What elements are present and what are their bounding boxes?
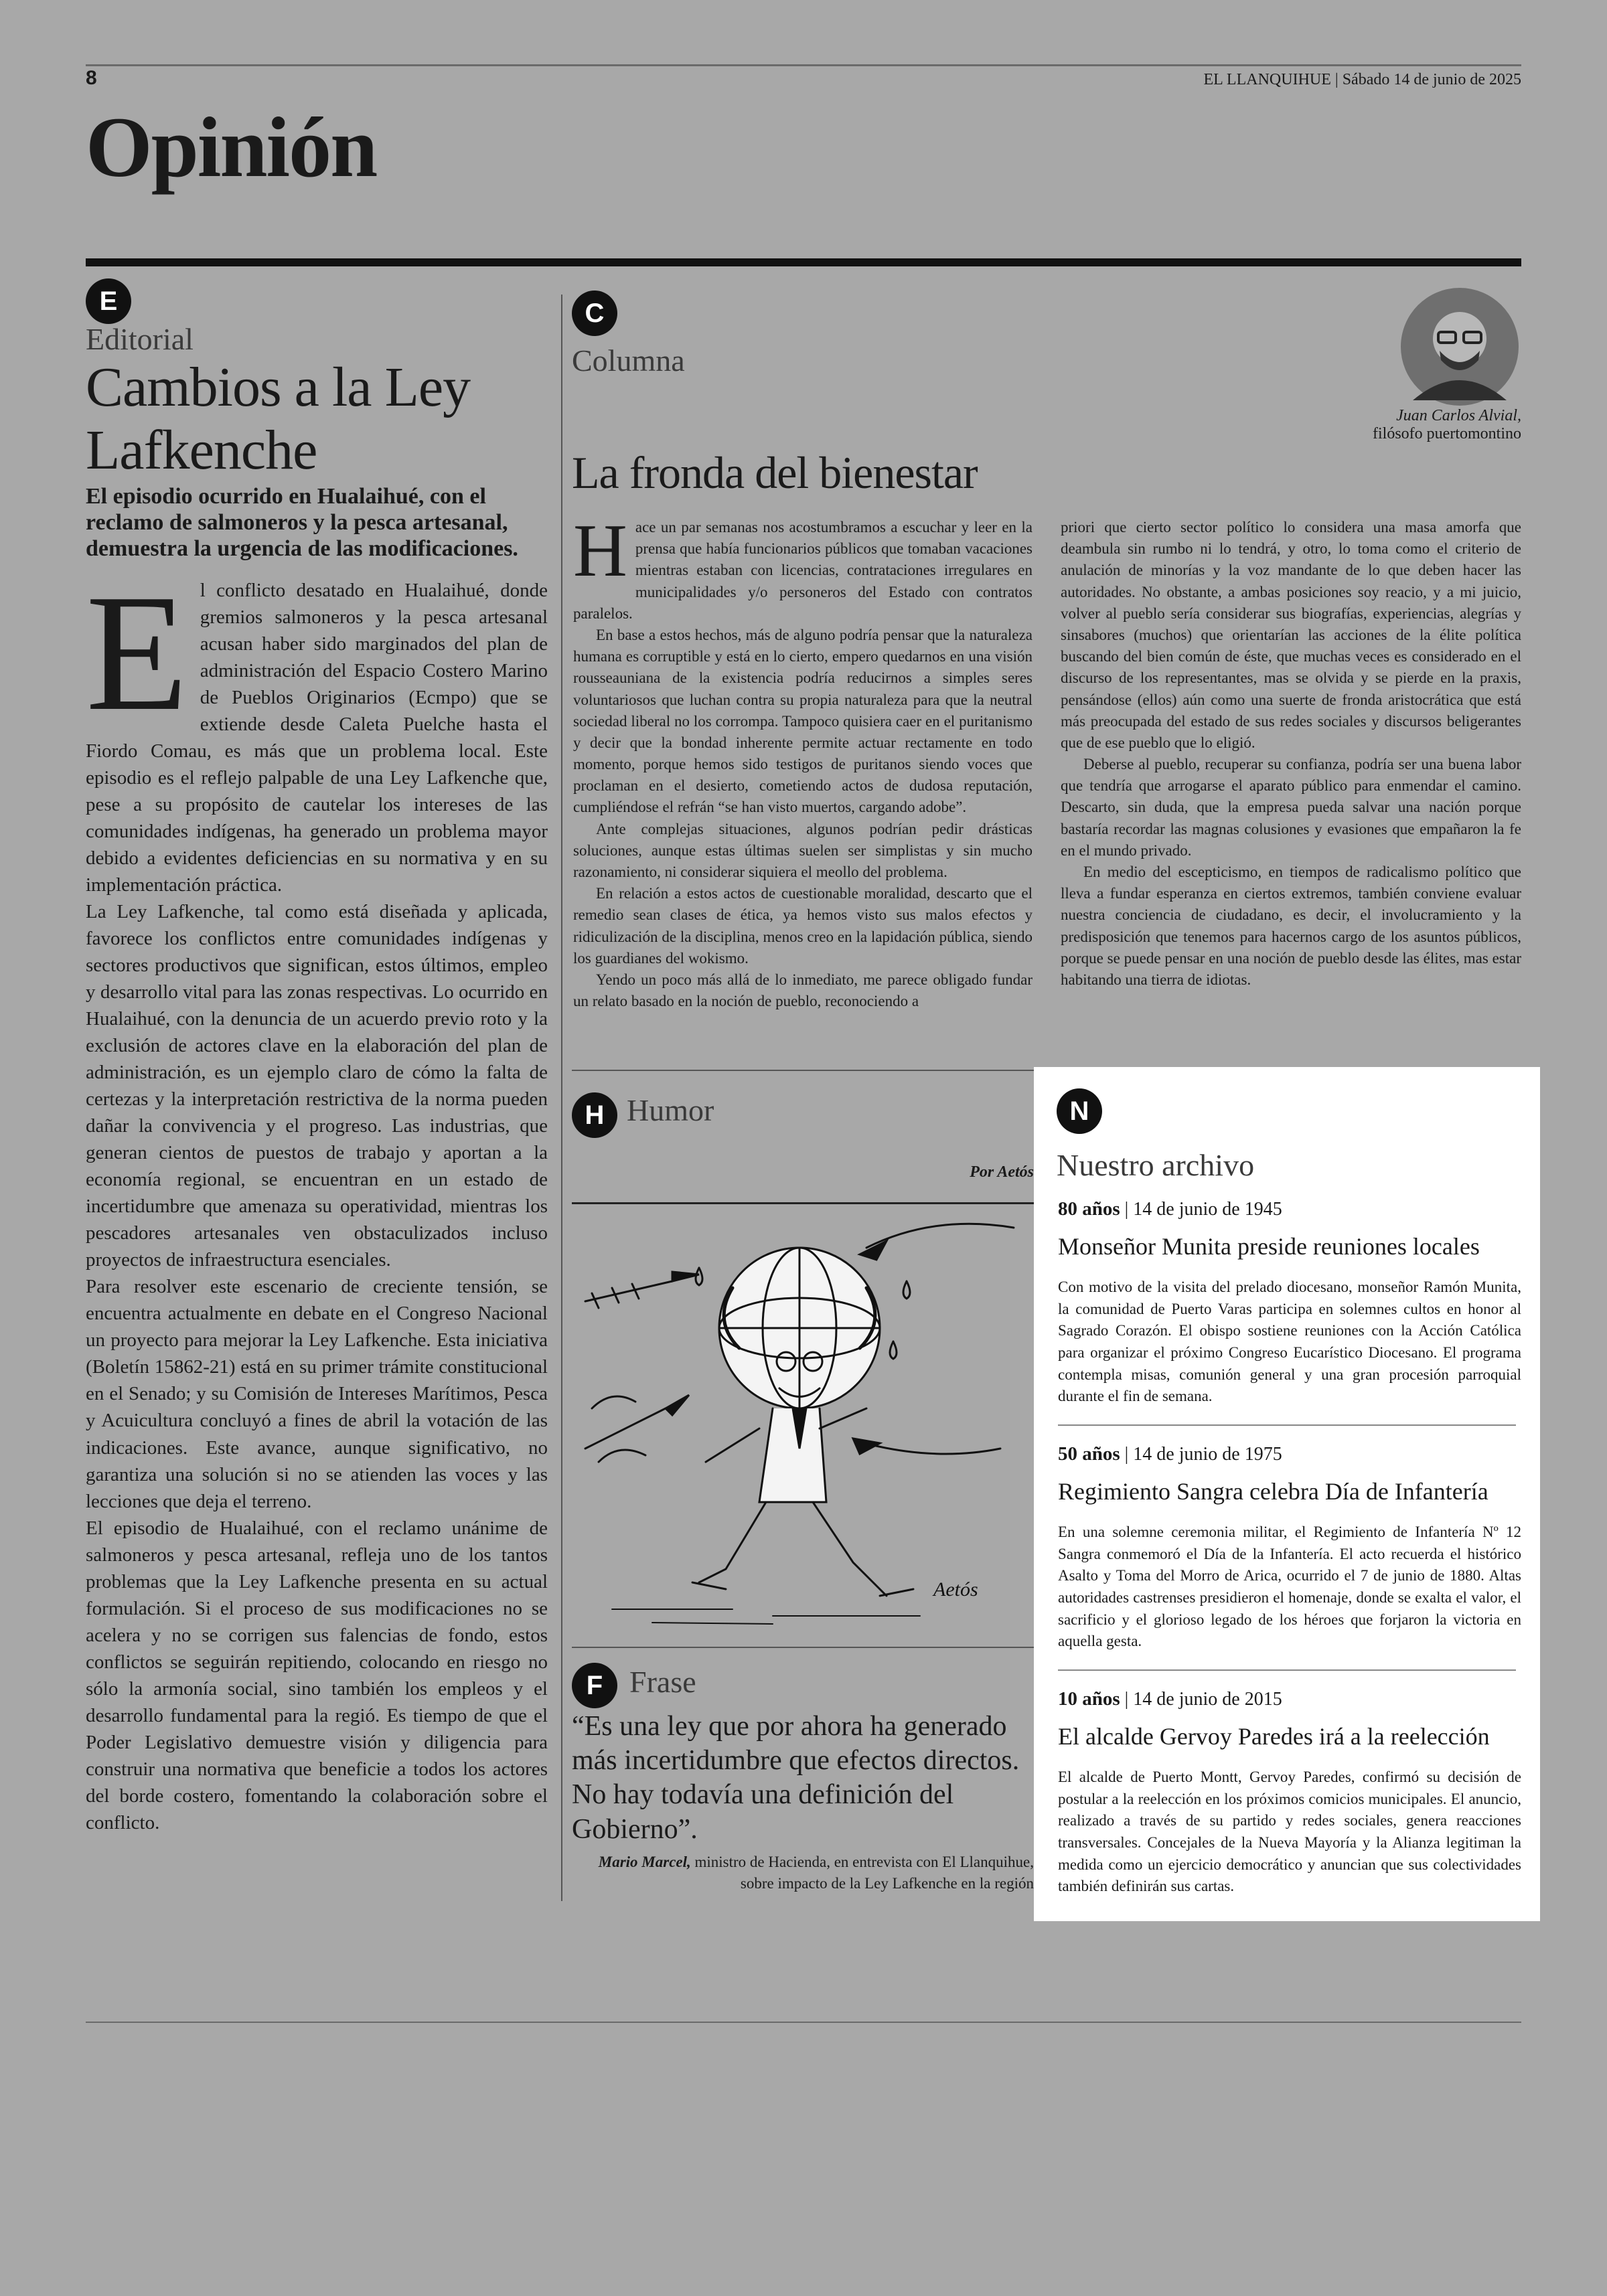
column-kicker: Columna xyxy=(572,343,685,378)
archive-divider xyxy=(1058,1424,1516,1426)
editorial-dek: El episodio ocurrido en Hualaihué, con el reclamo de salmoneros y la pesca artesanal, demuestra la urgencia de las modificaciones. xyxy=(86,484,518,562)
section-rule xyxy=(86,258,1521,266)
archive-item-date: 10 años | 14 de junio de 2015 xyxy=(1058,1688,1282,1710)
archive-item-body: Con motivo de la visita del prelado diocesano, monseñor Ramón Munita, la comunidad de Puerto Varas participa en solemnes cultos en honor al Sagrado Corazón. El obispo sostiene reuniones con la Acción Católica para organizar el próximo Congreso Eucarístico Diocesano. El programa contempla misas, comunión general y una gran procesión parroquial durante el fin de semana. xyxy=(1058,1279,1521,1405)
frase-attribution-text: ministro de Hacienda, en entrevista con El Llanquihue, sobre impacto de la Ley Lafkenche en la región xyxy=(690,1854,1034,1892)
column-paragraph: Ante complejas situaciones, algunos podrían pedir drásticas soluciones, aunque estas últimas suelen ser simplistas y sin mucho razonamiento, ni considerar siquiera el meollo del problema. xyxy=(573,820,1032,880)
author-role: filósofo puertomontino xyxy=(1373,425,1521,442)
archive-badge: N xyxy=(1057,1088,1102,1134)
column-badge: C xyxy=(572,291,617,336)
column-paragraph: En base a estos hechos, más de alguno podría pensar que la naturaleza humana es corruptible y está en lo cierto, empero quedarnos en una visión rousseauniana de la existencia podría reducirnos a simples seres voluntariosos que luchan contra su propia naturaleza para que la neutral sociedad liberal no los corrompa. Tampoco quisiera caer en el puritanismo y decir que la bondad inherente permite actuar rectamente en todo momento, porque hemos sido testigos de puritanos siendo voces que proclaman en el desierto, cometiendo actos de dudosa reputación, cumpliéndose el refrán “se han visto muertos, cargando adobe”. xyxy=(573,626,1032,816)
bottom-rule xyxy=(86,2022,1521,2023)
humor-rule xyxy=(572,1202,1034,1204)
editorial-dropcap: E xyxy=(86,560,188,746)
archive-item-body: En una solemne ceremonia militar, el Regimiento de Infantería Nº 12 Sangra conmemoró el Día de la Infantería. El acto recuerda el histórico Asalto y Toma del Morro de Arica, ocurrido el 7 de junio de 1880. Altas autoridades castrenses presidieron el homenaje, donde se exalta el valor, el sacrificio y el glorioso legado de los héroes que forjaron la victoria en aquella gesta. xyxy=(1058,1524,1521,1650)
section-title: Opinión xyxy=(86,100,377,195)
column-text-left xyxy=(573,509,1032,1012)
column-divider xyxy=(561,295,562,1901)
author-byline xyxy=(1253,407,1521,443)
column-paragraph: En relación a estos actos de cuestionable moralidad, descarto que el remedio sean clases de ética, ya hemos visto sus malos efectos y ridiculización de la disciplina, menos creo en la lapidación pública, siendo los guardianes del wokismo. xyxy=(573,885,1032,967)
missile xyxy=(585,1281,672,1301)
archive-item-body: El alcalde de Puerto Montt, Gervoy Paredes, confirmó su decisión de postular a la reelección en los próximos comicios municipales. El anuncio, realizado a través de su partido y redes sociales, genera reacciones transversales. Concejales de la Nueva Mayoría y la Alianza legitiman la medida como un ejercicio democrático y anuncian que sus colectividades también definirán sus cartas. xyxy=(1058,1769,1521,1895)
humor-kicker: Humor xyxy=(627,1093,714,1127)
cartoon-signature: Aetós xyxy=(933,1578,978,1601)
column-paragraph: Deberse al pueblo, recuperar su confianza, podría ser una buena labor que tendría que arrogarse el aparato público para enmendar el camino. Descarto, sin duda, que la empresa pueda salvar una nación porque bastaría recordar las magnas colusiones y evasiones que empañaron la fe en el mundo privado. xyxy=(1061,756,1521,859)
frase-attribution-name: Mario Marcel, xyxy=(598,1854,691,1870)
editorial-paragraph: El conflicto desatado en Hualaihué, donde gremios salmoneros y la pesca artesanal acusan haber sido marginados del plan de administración del Espacio Costero Marino de Pueblos Originarios (Ecmpo) que se extiende desde Caleta Puelche hasta el Fiordo Comau, es más que un problema local. Este episodio es el reflejo palpable de una Ley Lafkenche que, pese a su propósito de cautelar los intereses de las comunidades indígenas, ha generado un problema mayor debido a evidentes deficiencias en su normativa y en su implementación práctica. xyxy=(86,560,548,896)
archive-item xyxy=(1058,1688,1521,1898)
author-name: Juan Carlos Alvial, xyxy=(1396,407,1521,424)
frase-attribution xyxy=(572,1852,1034,1894)
archive-divider xyxy=(1058,1669,1516,1671)
archive-item-title: Monseñor Munita preside reuniones locales xyxy=(1058,1233,1480,1260)
frase-top-rule xyxy=(572,1647,1034,1648)
editorial-paragraph: La Ley Lafkenche, tal como está diseñada y aplicada, favorece los conflictos entre comunidades indígenas y sectores productivos que significan, estos últimos, empleo y desarrollo vital para las zonas respectivas. Lo ocurrido en Hualaihué, con la denuncia de un acuerdo previo roto y la exclusión de actores clave en la elaboración del plan de administración, es un ejemplo claro de cómo la falta de certezas y la interpretación restrictiva de la norma pueden dañar la convivencia y el progreso. Las industrias, que generan cientos de puestos de trabajo y aportan a la economía regional, se encuentran en un estado de incertidumbre que amenaza su operatividad, mientras los pescadores artesanales ven obstaculizados incluso proyectos de infraestructura esenciales. xyxy=(86,901,548,1271)
cartoon xyxy=(572,1208,1034,1636)
archive-item xyxy=(1058,1198,1521,1408)
editorial-headline: Cambios a la Ley Lafkenche xyxy=(86,356,471,482)
archive-item-title: Regimiento Sangra celebra Día de Infantería xyxy=(1058,1478,1488,1505)
archive-panel xyxy=(1034,1067,1540,1921)
masthead: EL LLANQUIHUE | Sábado 14 de junio de 2025 xyxy=(1203,71,1521,88)
archive-item-date: 50 años | 14 de junio de 1975 xyxy=(1058,1443,1282,1465)
editorial-badge: E xyxy=(86,278,131,324)
missile xyxy=(866,1224,1014,1248)
editorial-paragraph: Para resolver este escenario de creciente tensión, se encuentra actualmente en debate en el Congreso Nacional un proyecto para mejorar la Ley Lafkenche. Esta iniciativa (Boletín 15862-21) está en su primer trámite constitucional en el Senado; y su Comisión de Intereses Marítimos, Pesca y Acuicultura concluyó a fines de abril la votación de las indicaciones. Este avance, aunque significativo, no garantiza una solución si no se atienden las voces y las lecciones que deja el terreno. xyxy=(86,1276,548,1512)
humor-badge: H xyxy=(572,1092,617,1138)
humor-credit: Por Aetós xyxy=(970,1163,1034,1181)
editorial-body xyxy=(86,560,548,1836)
editorial-paragraph: El episodio de Hualaihué, con el reclamo unánime de salmoneros y pesca artesanal, refleja uno de los tantos problemas que la Ley Lafkenche presenta en su actual formulación. Si el proceso de sus modificaciones no se acelera y no se corrigen sus falencias de fondo, estos conflictos se seguirán repitiendo, colocando en riesgo no sólo la armonía social, sino también los empleos y el desarrollo fundamental para la regió. Es tiempo de que el Poder Legislativo demuestre visión y diligencia para construir una normativa que beneficie a todos los actores del borde costero, fomentando la colaboración sobre el conflicto. xyxy=(86,1517,548,1833)
archive-kicker: Nuestro archivo xyxy=(1057,1148,1255,1182)
humor-top-rule xyxy=(572,1070,1034,1071)
frase-quote: “Es una ley que por ahora ha generado más incertidumbre que efectos directos. No hay todavía una definición del Gobierno”. xyxy=(572,1711,1020,1845)
column-text-right xyxy=(1061,517,1521,991)
page-number: 8 xyxy=(86,67,97,89)
column-paragraph: En medio del escepticismo, en tiempos de radicalismo político que lleva a fundar esperanza en ciertos extremos, también conviene evaluar nuestra conciencia de ciudadano, es decir, el involucramiento y la predisposición que tenemos para hacernos cargo de los asuntos públicos, porque se puede pensar en una noción de pueblo desde las élites, mas estar habitando una tierra de idiotas. xyxy=(1061,864,1521,988)
top-rule xyxy=(86,64,1521,66)
column-dropcap: H xyxy=(573,509,627,592)
archive-item-date: 80 años | 14 de junio de 1945 xyxy=(1058,1198,1282,1220)
frase-kicker: Frase xyxy=(629,1665,696,1699)
archive-item xyxy=(1058,1443,1521,1653)
column-paragraph: priori que cierto sector político lo considera una masa amorfa que deambula sin rumbo ni lo tendrá, y otro, lo toma como el criterio de anulación de minorías y la voz mandante de lo que deben hacer las autoridades. No obstante, a ambas posiciones soy reacio, y a mi juicio, volver al pueblo sería considerar sus biografías, experiencias, alegrías y sinsabores (muchos) que orientarían las acciones de la élite política buscando del bien común de éste, que muchas veces es considerado en el discurso de los representantes, mas se olvida y se pierde en la praxis, pensándose (ellos) aún como una suerte de fronda aristocrática que está más preocupada del estado de sus redes sociales y discursos beligerantes que de ese pueblo que lo eligió. xyxy=(1061,519,1521,751)
missile xyxy=(585,1408,666,1449)
frase-badge: F xyxy=(572,1663,617,1708)
column-paragraph: Yendo un poco más allá de lo inmediato, me parece obligado fundar un relato basado en la noción de pueblo, reconociendo a xyxy=(573,971,1032,1010)
column-headline: La fronda del bienestar xyxy=(572,447,978,498)
column-paragraph: Hace un par semanas nos acostumbramos a escuchar y leer en la prensa que había funcionarios públicos que tomaban vacaciones mientras estaban con licencias, contrataciones irregulares en municipalidades y/o personeros del Estado con contratos paralelos. xyxy=(573,509,1032,622)
author-avatar xyxy=(1399,286,1520,407)
archive-item-title: El alcalde Gervoy Paredes irá a la reelección xyxy=(1058,1723,1490,1750)
editorial-kicker: Editorial xyxy=(86,322,194,356)
